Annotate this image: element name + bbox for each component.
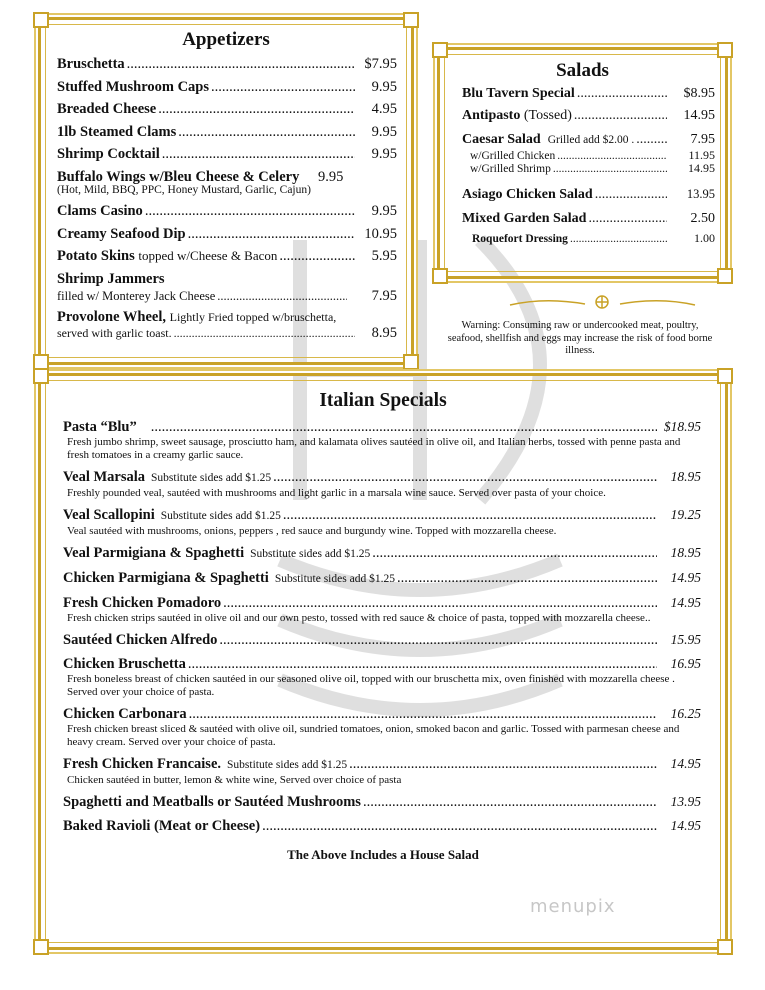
menu-item-description: Fresh chicken breast sliced & sautéed with olive oil, sundried tomatoes, onion, smoked bacon and garlic. Tossed with parmesan cheese and heavy cream. Served over your choice of pasta. — [67, 723, 680, 748]
menu-item-description: Chicken sautéed in butter, lemon & white wine, Served over choice of pasta — [67, 774, 402, 786]
appetizers-panel — [38, 17, 414, 365]
menu-item: Pasta “Blu” ..... $18.95 Fresh jumbo shrimp, sweet sausage, prosciutto ham, and kalamata olives sautéed in olive oil, and Italian herbs, tossed with penne pasta and fresh tomatoes in a creamy garlic sauce. — [41, 418, 725, 462]
italian-specials-title: Italian Specials — [319, 390, 447, 411]
menu-item-description: (Hot, Mild, BBQ, PPC, Honey Mustard, Garlic, Cajun) — [57, 184, 311, 196]
menu-item: Veal Parmigiana & Spaghetti Substitute sides add $1.25 ..... 18.95 — [41, 544, 725, 563]
menu-item-detail: served with garlic toast. ..... 8.95 — [41, 326, 411, 341]
menupix-watermark: menupix — [530, 896, 616, 917]
menu-item: Fresh Chicken Pomadoro ..... 14.95 Fresh chicken strips sautéed in olive oil and our own pesto, tossed with red sauce & choice of pasta, topped with mozzarella cheese.. — [41, 594, 725, 625]
menu-item: Chicken Bruschetta ..... 16.95 Fresh boneless breast of chicken sautéed in our seasoned olive oil, topped with our bruschetta mix, oven finished with mozzarella cheese . Served over your choice of pasta. — [41, 655, 725, 699]
menu-item-detail: filled w/ Monterey Jack Cheese ..... 7.95 — [41, 288, 411, 305]
menu-item: Bruschetta ..... $7.95 — [41, 53, 411, 76]
menu-item: Provolone Wheel, Lightly Fried topped w/bruschetta, — [57, 308, 337, 325]
menu-item: Shrimp Jammers — [57, 270, 165, 287]
menu-item: Baked Ravioli (Meat or Cheese) ..... 14.95 — [41, 817, 725, 835]
house-salad-note: The Above Includes a House Salad — [287, 847, 479, 862]
menu-item: Stuffed Mushroom Caps ..... 9.95 — [41, 76, 411, 99]
food-safety-warning: Warning: Consuming raw or undercooked meat, poultry, seafood, shellfish and eggs may increase the risk of food borne illness. — [447, 320, 713, 356]
menu-item: Chicken Carbonara ..... 16.25 Fresh chicken breast sliced & sautéed with olive oil, sundried tomatoes, onion, smoked bacon and garlic. Tossed with parmesan cheese and heavy cream. Served over your choice of pasta. — [41, 705, 725, 749]
salads-title: Salads — [556, 60, 609, 81]
menu-item-description: Fresh boneless breast of chicken sautéed in our seasoned olive oil, topped with our bruschetta mix, oven finished with mozzarella cheese . Served over your choice of pasta. — [67, 673, 675, 698]
menu-item: Caesar Salad Grilled add $2.00 . ..... 7.95 — [440, 131, 725, 149]
menu-item-description: Fresh jumbo shrimp, sweet sausage, prosciutto ham, and kalamata olives sautéed in olive oil, and Italian herbs, tossed with penne pasta and fresh tomatoes in a creamy garlic sauce. — [67, 436, 681, 461]
menu-item: Roquefort Dressing ..... 1.00 — [440, 232, 725, 245]
menu-item-description: Freshly pounded veal, sautéed with mushrooms and light garlic in a marsala wine sauce. Served over pasta of your choice. — [67, 487, 606, 499]
menu-item-description: Veal sautéed with mushrooms, onions, peppers , red sauce and burgundy wine. Topped with mozzarella cheese. — [67, 525, 557, 537]
menu-item: Asiago Chicken Salad ..... 13.95 — [440, 183, 725, 206]
menu-item: Creamy Seafood Dip ..... 10.95 — [41, 223, 411, 246]
menu-item: Potato Skins topped w/Cheese & Bacon ..... 5.95 — [41, 245, 411, 268]
menu-item: Fresh Chicken Francaise. Substitute sides add $1.25 ..... 14.95 Chicken sautéed in butter, lemon & white wine, Served over choice of pasta — [41, 755, 725, 787]
menu-item: Antipasto (Tossed) ..... 14.95 — [440, 105, 725, 127]
menu-item: 1lb Steamed Clams ..... 9.95 — [41, 121, 411, 144]
menu-item: Sautéed Chicken Alfredo ..... 15.95 — [41, 631, 725, 649]
menu-item: Breaded Cheese ..... 4.95 — [41, 98, 411, 121]
appetizers-title: Appetizers — [182, 29, 270, 50]
italian-specials-panel — [38, 373, 728, 950]
menu-item: Buffalo Wings w/Bleu Cheese & Celery 9.95 — [57, 168, 344, 185]
menu-item-description: Fresh chicken strips sautéed in olive oil and our own pesto, tossed with red sauce & choice of pasta, topped with mozzarella cheese.. — [67, 612, 651, 624]
menu-item: Shrimp Cocktail ..... 9.95 — [41, 143, 411, 166]
menu-item: Chicken Parmigiana & Spaghetti Substitute sides add $1.25 ..... 14.95 — [41, 569, 725, 588]
menu-item: Veal Scallopini Substitute sides add $1.25 ..... 19.25 Veal sautéed with mushrooms, onions, peppers , red sauce and burgundy wine. Topped with mozzarella cheese. — [41, 506, 725, 538]
menu-item: Blu Tavern Special ..... $8.95 — [440, 83, 725, 105]
menu-item: Veal Marsala Substitute sides add $1.25 ..... 18.95 Freshly pounded veal, sautéed with mushrooms and light garlic in a marsala wine sauce. Served over pasta of your choice. — [41, 468, 725, 500]
ornamental-divider — [505, 293, 700, 313]
menu-item: w/Grilled Shrimp ..... 14.95 — [440, 162, 725, 175]
menu-item: Mixed Garden Salad ..... 2.50 — [440, 208, 725, 230]
menu-item: Clams Casino ..... 9.95 — [41, 200, 411, 223]
salads-panel — [437, 47, 728, 279]
menu-item: w/Grilled Chicken ..... 11.95 — [440, 149, 725, 162]
menu-item: Spaghetti and Meatballs or Sautéed Mushrooms ..... 13.95 — [41, 793, 725, 811]
